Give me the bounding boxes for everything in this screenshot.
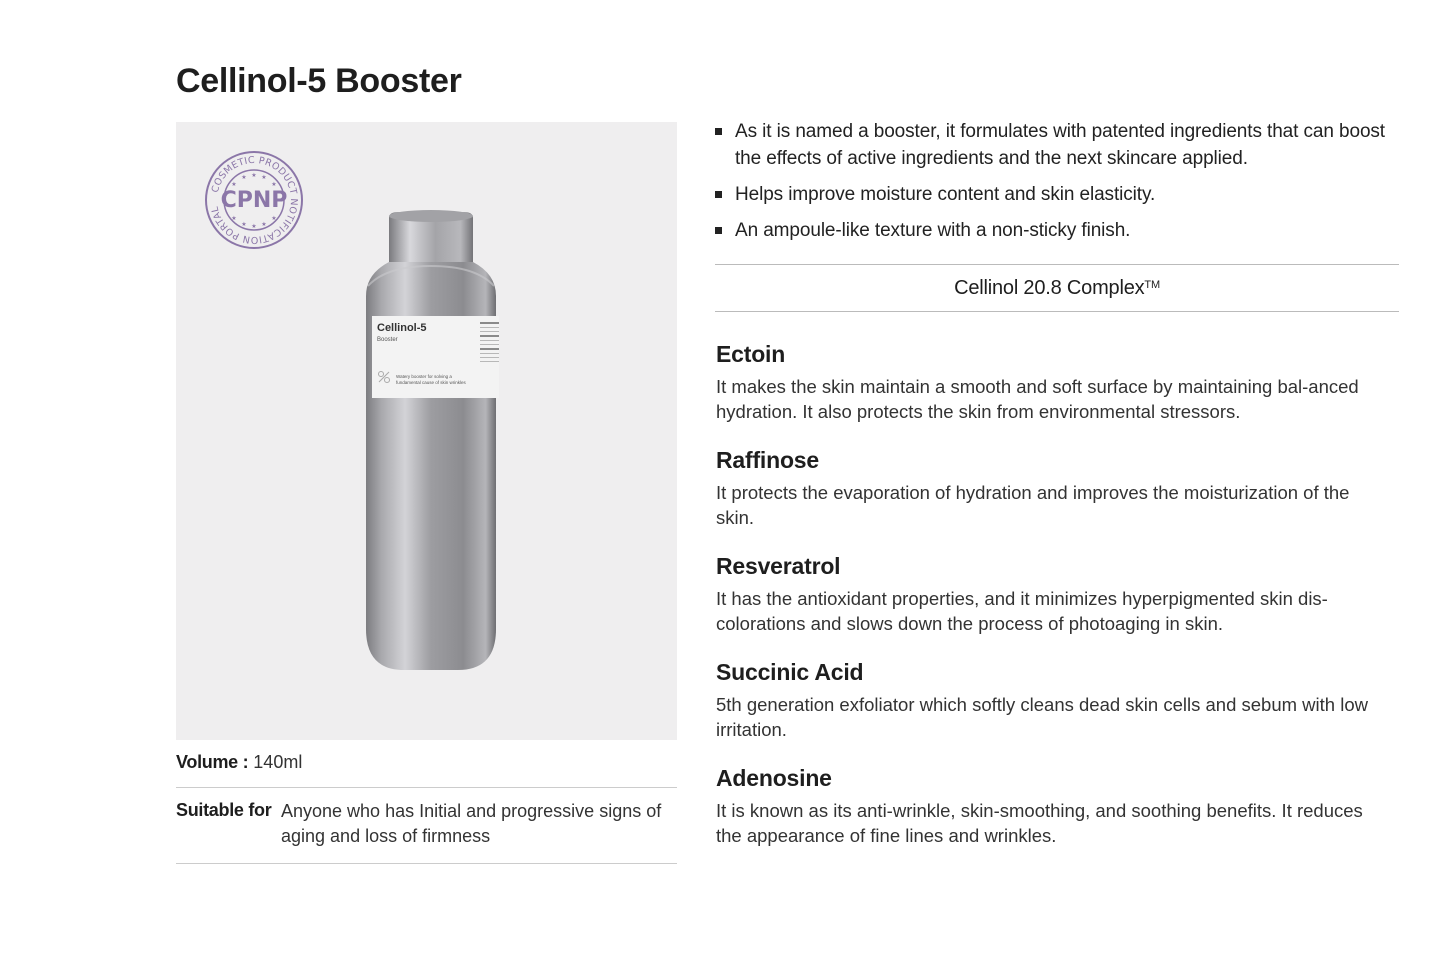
svg-text:★: ★ — [261, 221, 267, 228]
svg-text:★: ★ — [231, 215, 237, 222]
ingredient-raffinose — [716, 446, 1386, 530]
svg-text:★: ★ — [241, 221, 247, 228]
svg-text:★: ★ — [261, 174, 267, 181]
ingredient-name: Adenosine — [716, 765, 832, 791]
volume-value: 140ml — [253, 752, 303, 772]
ingredient-description: It has the antioxidant properties, and it minimizes hyperpigmented skin dis-colorations and slows down the process of photoaging in skin. — [716, 588, 1328, 634]
ingredient-succinic-acid — [716, 658, 1386, 742]
bottle-label-description: Watery booster for solving a fundamental cause of skin wrinkles — [396, 374, 466, 385]
complex-heading — [715, 264, 1399, 312]
suitable-for-label: Suitable for — [176, 800, 272, 820]
complex-name: Cellinol 20.8 Complex — [954, 276, 1145, 299]
ingredient-description: It protects the evaporation of hydration and improves the moisturization of the skin. — [716, 482, 1350, 528]
bottle-label-fine-print — [480, 322, 499, 365]
badge-ring-text: COSMETIC PRODUCT NOTIFICATION PORTAL — [209, 154, 300, 246]
svg-text:★: ★ — [271, 215, 277, 222]
volume-label: Volume : — [176, 752, 249, 772]
suitable-for-row — [176, 800, 677, 864]
benefit-list — [715, 118, 1405, 253]
bottle-label-subtitle: Booster — [377, 337, 398, 343]
svg-text:★: ★ — [231, 181, 237, 188]
ingredient-adenosine — [716, 764, 1386, 848]
product-title: Cellinol-5 Booster — [176, 62, 462, 100]
bottle-label-name: Cellinol-5 — [377, 322, 427, 334]
ingredient-name: Ectoin — [716, 341, 786, 367]
ingredient-name: Resveratrol — [716, 553, 841, 579]
volume-row — [176, 752, 677, 788]
ingredient-description: It is known as its anti-wrinkle, skin-smoothing, and soothing benefits. It reduces the appearance of fine lines and wrinkles. — [716, 800, 1363, 846]
trademark-mark: TM — [1144, 279, 1160, 291]
benefit-item: As it is named a booster, it formulates with patented ingredients that can boost the effects of active ingredients and the next skincare applied. — [715, 118, 1405, 172]
ingredient-name: Succinic Acid — [716, 659, 864, 685]
svg-text:★: ★ — [271, 181, 277, 188]
bottle-image — [346, 204, 516, 674]
ingredient-description: 5th generation exfoliator which softly cleans dead skin cells and sebum with low irritation. — [716, 694, 1368, 740]
ingredient-description: It makes the skin maintain a smooth and soft surface by maintaining bal-anced hydration. It also protects the skin from environmental stressors. — [716, 376, 1359, 422]
bottle-label — [372, 316, 499, 398]
ingredient-resveratrol — [716, 552, 1386, 636]
svg-text:★: ★ — [251, 223, 257, 230]
svg-text:★: ★ — [251, 172, 257, 179]
suitable-for-value: Anyone who has Initial and progressive signs of aging and loss of firmness — [281, 801, 662, 846]
ingredient-ectoin — [716, 340, 1386, 424]
ingredient-name: Raffinose — [716, 447, 819, 473]
percent-icon — [377, 370, 391, 384]
badge-center-text: CPNP — [220, 188, 288, 213]
benefit-item: Helps improve moisture content and skin elasticity. — [715, 181, 1405, 208]
benefit-item: An ampoule-like texture with a non-sticky finish. — [715, 217, 1405, 244]
product-image-panel — [176, 122, 677, 740]
ingredient-list — [716, 340, 1386, 870]
svg-text:★: ★ — [241, 174, 247, 181]
cpnp-badge-icon — [204, 150, 304, 250]
